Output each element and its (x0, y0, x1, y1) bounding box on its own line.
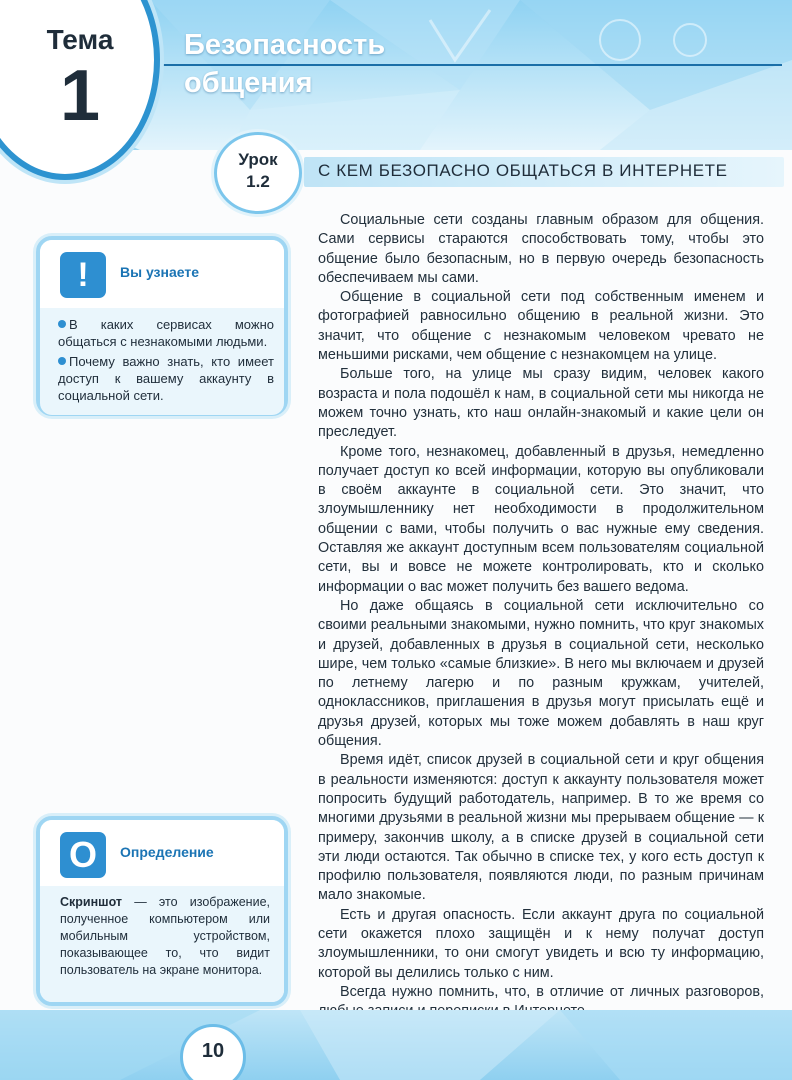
paragraph: Кроме того, незнакомец, добавленный в друзья, немедленно получает доступ ко всей информации, которую вы опубликовали в своём аккаунте в социальной сети. Это значит, что злоумышленнику нет необходимости в продолжительном общении с вами, чтобы получить о вас нужные ему сведения. Оставляя же аккаунт доступным всем пользователям социальной сети, вы и вовсе не можете контролировать, кто и сколько информации о вас может получить без вашего ведома. (318, 443, 764, 595)
paragraph: Общение в социальной сети под собственным именем и фотографией равносильно общению в реальной жизни. Это значит, что общение с незнакомым человеком чревато не меньшими рисками, чем общение с незнакомцем на улице. (318, 289, 764, 364)
exclamation-icon: ! (60, 252, 106, 298)
learn-item (58, 353, 274, 404)
paragraph: Социальные сети созданы главным образом для общения. Сами сервисы стараются способствовать тому, чтобы это общение было безопасным, но в первую очередь безопасность обеспечиваем мы сами. (318, 212, 764, 286)
page-title-line-2: общения (184, 67, 313, 99)
bullet-dot-icon (58, 357, 66, 365)
paragraph: Есть и другая опасность. Если аккаунт друга по социальной сети окажется плохо защищён и к нему получат доступ злоумышленники, то они смогут увидеть и всю ту информацию, которой вы делились только с ним. (318, 906, 764, 981)
lesson-badge (214, 132, 302, 214)
definition-box-heading: Определение (120, 844, 214, 860)
learn-box-header (40, 240, 284, 302)
learn-item-text: Почему важно знать, кто имеет доступ к вашему аккаунту в социальной сети. (58, 354, 274, 403)
definition-text: — это изображение, полученное компьютером или мобильным устройством, показывающее то, что видит пользователь на экране монитора. (60, 895, 270, 977)
theme-label: Тема (46, 24, 114, 55)
page-number: 10 (201, 1040, 225, 1062)
paragraph: Время идёт, список друзей в социальной сети и круг общения в реальности изменяются: доступ к аккаунту пользователя может попросить будущий работодатель, например. В то же время со многими друзьями в реальной жизни мы прерываем общение — к примеру, закончив школу, а в списке друзей в социальной сети эти люди остаются. Так обычно в списке тех, у кого есть доступ к профилю пользователя, появляются люди, по разным причинам мало знакомые. (318, 752, 764, 904)
lesson-word: Урок (238, 150, 278, 169)
definition-body (40, 886, 284, 1002)
learn-item-text: В каких сервисах можно общаться с незнакомыми людьми. (58, 317, 274, 349)
learn-box-body (40, 308, 284, 415)
lesson-number: 1.2 (246, 172, 270, 191)
main-text (318, 211, 764, 1021)
theme-number: 1 (59, 56, 101, 136)
definition-box (36, 816, 288, 1006)
page-title-line-1: Безопасность (184, 29, 386, 61)
letter-o-icon: О (60, 832, 106, 878)
paragraph: Но даже общаясь в социальной сети исключительно со своими реальными знакомыми, нужно помнить, что круг знакомых и друзей, добавленных в друзья в социальной сети, несколько шире, чем только «самые близкие». В него мы включаем и друзей по летнему лагерю и по разным кружкам, учителей, одноклассников, приглашения в друзья могут присылать ещё и друзья друзей, которых мы тоже можем добавлять в наш круг общения. (318, 597, 764, 750)
definition-term: Скриншот (60, 895, 123, 909)
learn-box-heading: Вы узнаете (120, 264, 200, 280)
lesson-title: С КЕМ БЕЗОПАСНО ОБЩАТЬСЯ В ИНТЕРНЕТЕ (318, 161, 728, 180)
definition-box-header (40, 820, 284, 882)
bullet-dot-icon (58, 320, 66, 328)
paragraph: Всегда нужно помнить, что, в отличие от личных разговоров, (340, 983, 764, 1000)
footer-pattern (0, 1010, 792, 1080)
paragraph: Больше того, на улице мы сразу видим, человек какого возраста и пола подошёл к нам, в социальной сети мы никогда не можем точно узнать, кто наш онлайн-знакомый и какие цели он преследует. (318, 366, 764, 441)
learn-item (58, 316, 274, 350)
page-title (184, 26, 385, 102)
learn-box (36, 236, 288, 416)
footer-band (0, 1010, 792, 1080)
